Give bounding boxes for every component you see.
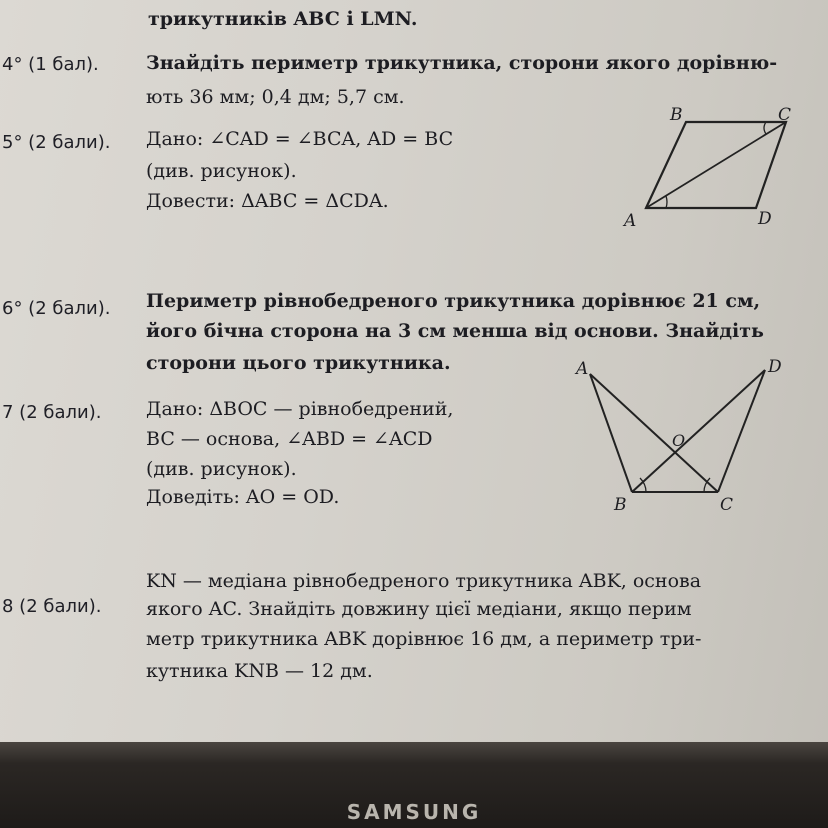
task6-line3: сторони цього трикутника. <box>146 352 451 374</box>
task7-line4: Доведіть: AO = OD. <box>146 486 340 508</box>
task5-line3: Довести: ΔABC = ΔCDA. <box>146 190 389 212</box>
task6-line2: його бічна сторона на 3 см менша від основи. Знайдіть <box>146 320 764 342</box>
task8-line2: якого AC. Знайдіть довжину цієї медіани, якщо перим <box>146 598 692 620</box>
task5-line1: Дано: ∠CAD = ∠BCA, AD = BC <box>146 128 454 150</box>
angle-cad-mark <box>666 196 667 208</box>
task7-crossed-triangles-figure <box>570 352 800 526</box>
vertex-c-label: C <box>778 105 792 125</box>
task6-line1: Периметр рівнобедреного трикутника дорівнює 21 см, <box>146 290 761 312</box>
task8-line4: кутника KNB — 12 дм. <box>146 660 373 682</box>
vertex-d-label: D <box>758 209 772 229</box>
task8-label: 8 (2 бали). <box>2 596 102 617</box>
task5-label: 5° (2 бали). <box>2 132 111 153</box>
angle-bca-mark <box>764 122 766 134</box>
task4-label: 4° (1 бал). <box>2 54 99 75</box>
point-c-label: C <box>720 495 734 515</box>
vertex-a-label: A <box>624 211 637 231</box>
task5-line2: (див. рисунок). <box>146 160 297 182</box>
point-d-label: D <box>768 357 782 377</box>
task6-label: 6° (2 бали). <box>2 298 111 319</box>
task4-line2: ють 36 мм; 0,4 дм; 5,7 см. <box>146 86 405 108</box>
task7-line2: BC — основа, ∠ABD = ∠ACD <box>146 428 433 450</box>
task4-line1: Знайдіть периметр трикутника, сторони якого дорівню- <box>146 52 778 74</box>
segment-ac <box>590 374 718 492</box>
task7-label: 7 (2 бали). <box>2 402 102 423</box>
task7-line1: Дано: ΔBOC — рівнобедрений, <box>146 398 454 420</box>
task7-line3: (див. рисунок). <box>146 458 297 480</box>
point-o-label: O <box>672 431 686 450</box>
vertex-b-label: B <box>670 105 683 125</box>
task8-line3: метр трикутника ABK дорівнює 16 дм, а периметр три- <box>146 628 702 650</box>
segment-dc <box>718 370 765 492</box>
point-b-label: B <box>614 495 627 515</box>
brand-logo: SAMSUNG <box>346 800 482 824</box>
segment-ab <box>590 374 632 492</box>
top-line: трикутників ABC і LMN. <box>148 8 418 30</box>
point-a-label: A <box>576 359 589 379</box>
task5-parallelogram-figure <box>610 100 810 239</box>
task8-line1: KN — медіана рівнобедреного трикутника ABK, основа <box>146 570 702 592</box>
